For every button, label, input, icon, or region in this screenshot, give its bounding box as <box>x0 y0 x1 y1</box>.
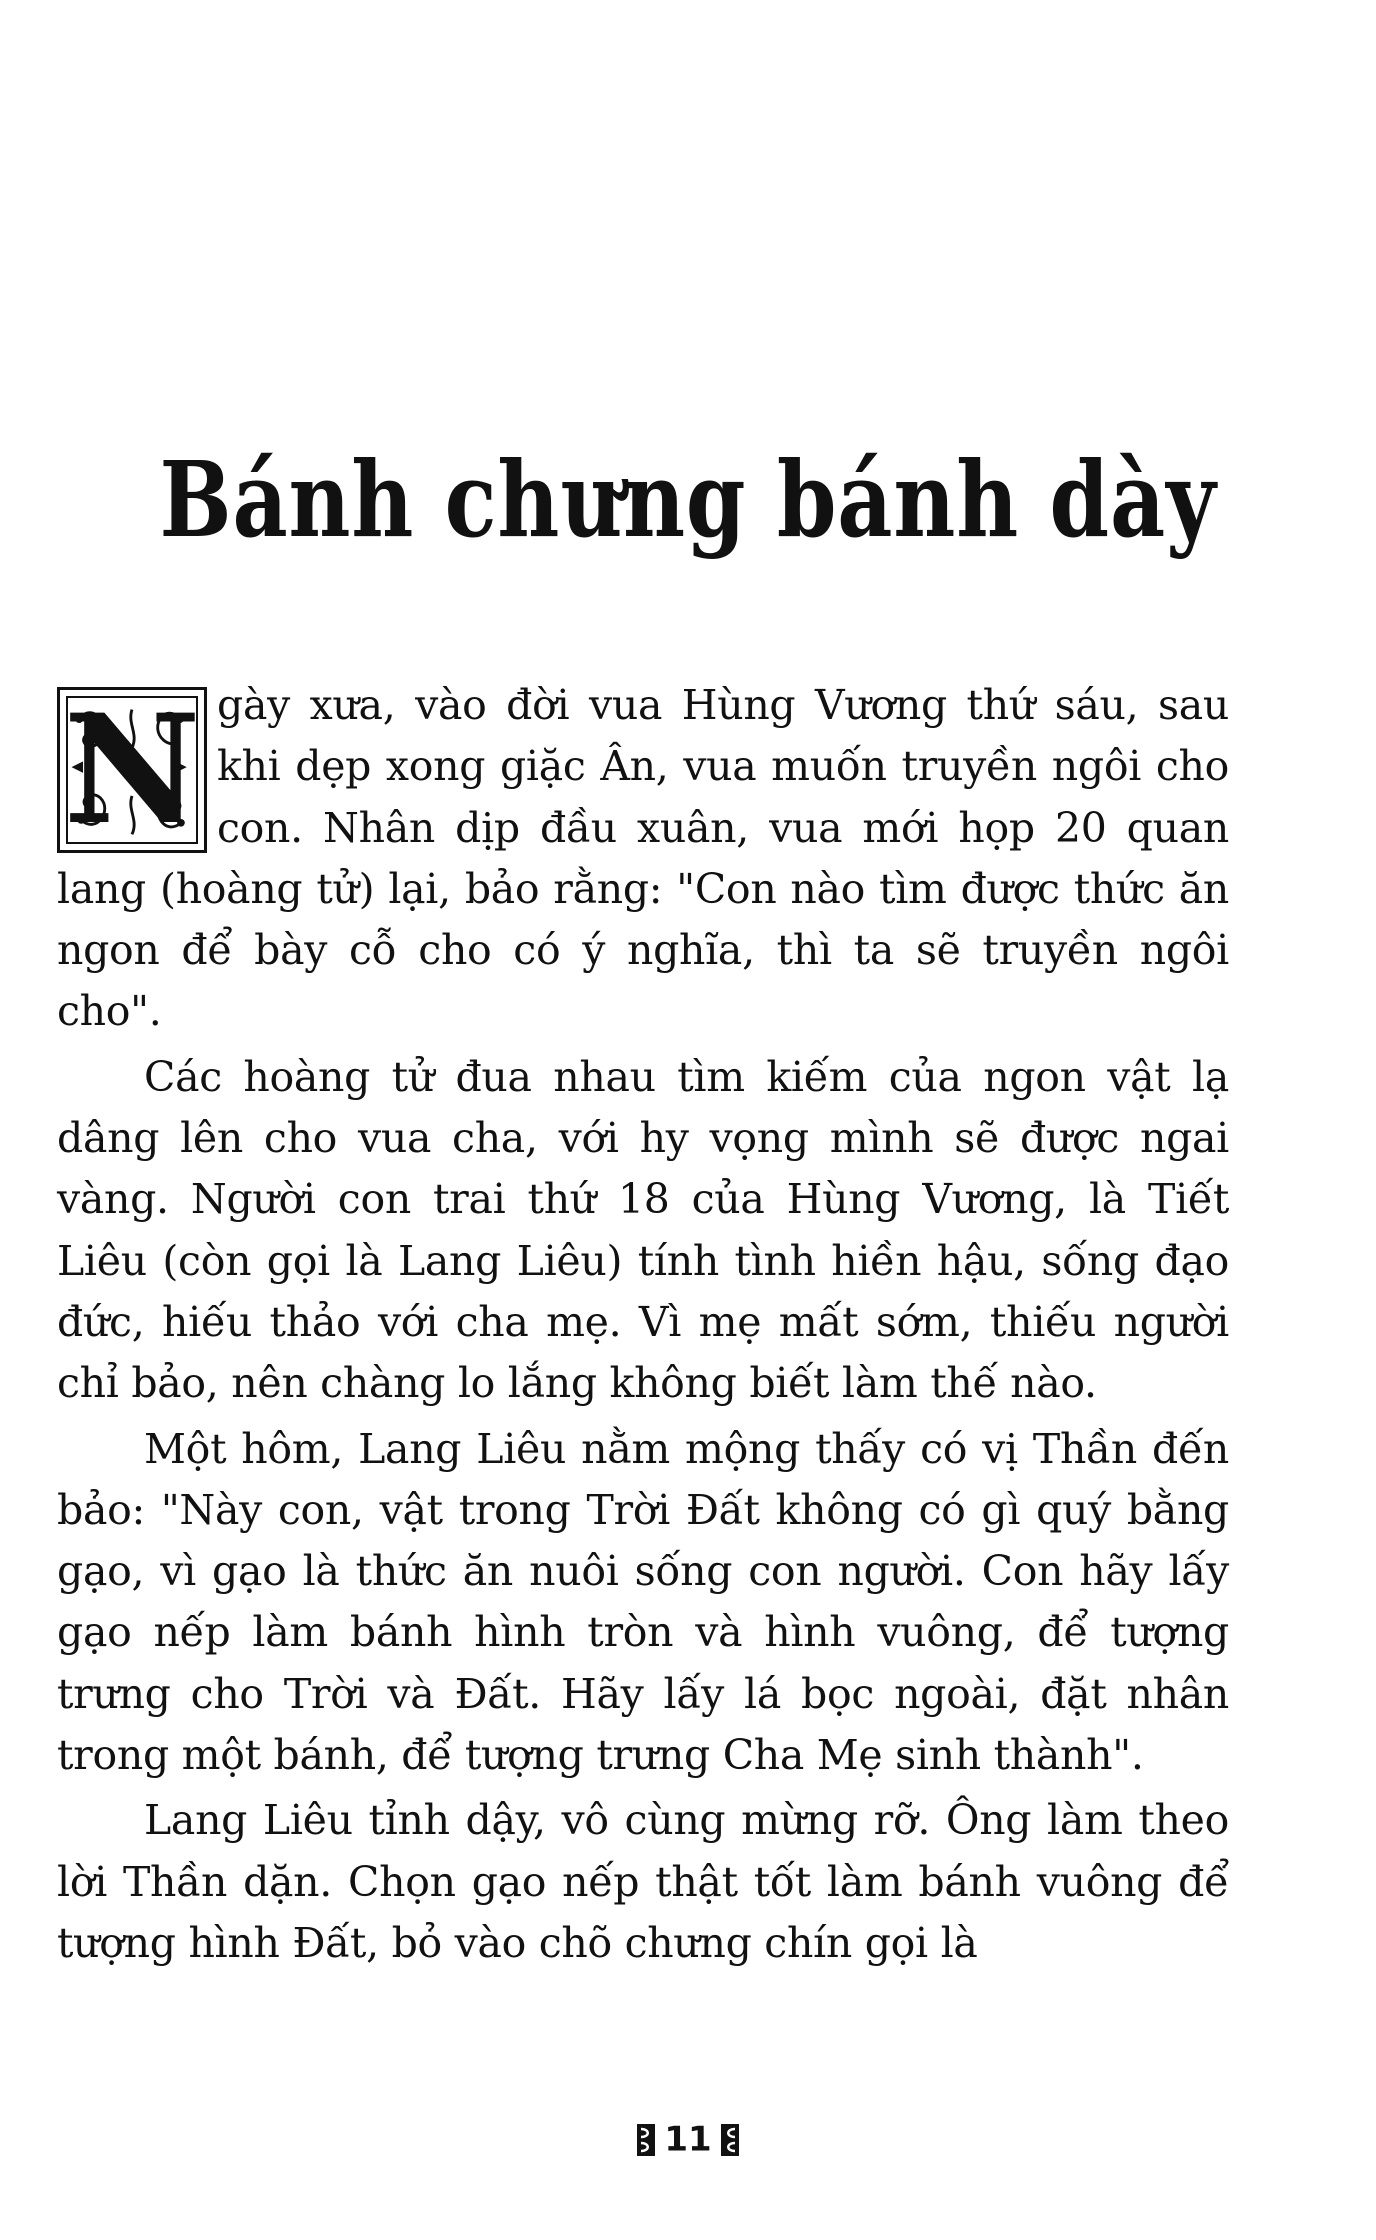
paragraph-1-text: gày xưa, vào đời vua Hùng Vương thứ sáu, sau khi dẹp xong giặc Ân, vua muốn truyền ngôi cho con. Nhân dịp đầu xuân, vua mới họp 20 quan lang (hoàng tử) lại, bảo rằng: "Con nào tìm được thức ăn ngon để bày cỗ cho có ý nghĩa, thì ta sẽ truyền ngôi cho". <box>57 681 1229 1036</box>
left-ornament-icon <box>636 2123 656 2157</box>
right-ornament-icon <box>720 2123 740 2157</box>
chapter-title: Bánh chưng bánh dày <box>159 438 1217 561</box>
paragraph-3: Một hôm, Lang Liêu nằm mộng thấy có vị Thần đến bảo: "Này con, vật trong Trời Đất không có gì quý bằng gạo, vì gạo là thức ăn nuôi sống con người. Con hãy lấy gạo nếp làm bánh hình tròn và hình vuông, để tượng trưng cho Trời và Đất. Hãy lấy lá bọc ngoài, đặt nhân trong một bánh, để tượng trưng Cha Mẹ sinh thành". <box>57 1424 1229 1780</box>
ornamental-dropcap <box>57 682 207 858</box>
paragraph-2: Các hoàng tử đua nhau tìm kiếm của ngon vật lạ dâng lên cho vua cha, với hy vọng mình sẽ được ngai vàng. Người con trai thứ 18 của Hùng Vương, là Tiết Liêu (còn gọi là Lang Liêu) tính tình hiền hậu, sống đạo đức, hiếu thảo với cha mẹ. Vì mẹ mất sớm, thiếu người chỉ bảo, nên chàng lo lắng không biết làm thế nào. <box>57 1052 1229 1408</box>
paragraph-4: Lang Liêu tỉnh dậy, vô cùng mừng rỡ. Ông làm theo lời Thần dặn. Chọn gạo nếp thật tốt làm bánh vuông để tượng hình Đất, bỏ vào chõ chưng chín gọi là <box>57 1796 1229 1967</box>
body-text <box>57 675 1229 1978</box>
page-footer <box>0 2118 1376 2160</box>
dropcap-letter: N <box>63 682 201 858</box>
paragraph-1 <box>57 675 1229 1043</box>
page-number: 11 <box>664 2119 712 2160</box>
